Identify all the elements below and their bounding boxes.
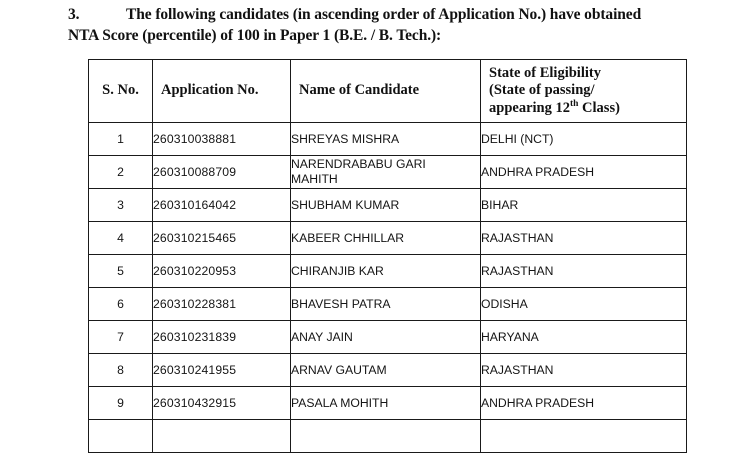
table-body bbox=[89, 123, 687, 453]
table-row bbox=[89, 288, 687, 321]
cell-candidate-name: BHAVESH PATRA bbox=[291, 288, 481, 321]
table-row bbox=[89, 123, 687, 156]
cell-serial-no: 4 bbox=[89, 222, 153, 255]
cell-application-no: 260310231839 bbox=[153, 321, 291, 354]
section-heading bbox=[68, 4, 728, 46]
column-header-name bbox=[291, 60, 481, 123]
candidate-name-line-2: MAHITH bbox=[291, 172, 338, 186]
ordinal-suffix: th bbox=[569, 98, 579, 109]
table-header-row bbox=[89, 60, 687, 123]
cell-application-no: 260310088709 bbox=[153, 156, 291, 189]
table-header bbox=[89, 60, 687, 123]
column-header-state-line-3 bbox=[489, 100, 678, 118]
cell-application-no: 260310164042 bbox=[153, 189, 291, 222]
column-header-name-label: Name of Candidate bbox=[299, 82, 420, 99]
column-header-application-no bbox=[153, 60, 291, 123]
cell-serial-no: 9 bbox=[89, 387, 153, 420]
table-row bbox=[89, 387, 687, 420]
section-number: 3. bbox=[68, 6, 80, 23]
cell-state: ODISHA bbox=[481, 288, 687, 321]
candidate-name-lines bbox=[291, 157, 480, 187]
cell-application-no bbox=[153, 420, 291, 453]
cell-serial-no: 3 bbox=[89, 189, 153, 222]
candidate-name-line-1: NARENDRABABU GARI bbox=[291, 157, 426, 171]
cell-candidate-name: SHUBHAM KUMAR bbox=[291, 189, 481, 222]
candidates-table bbox=[88, 59, 687, 453]
cell-serial-no: 7 bbox=[89, 321, 153, 354]
cell-serial-no: 6 bbox=[89, 288, 153, 321]
column-header-state bbox=[481, 60, 687, 123]
column-header-state-line-3-tail: Class) bbox=[578, 99, 620, 116]
column-header-state-label bbox=[481, 65, 686, 118]
cell-serial-no: 1 bbox=[89, 123, 153, 156]
column-header-application-no-label: Application No. bbox=[161, 82, 259, 99]
cell-application-no: 260310215465 bbox=[153, 222, 291, 255]
cell-candidate-name: CHIRANJIB KAR bbox=[291, 255, 481, 288]
cell-state: HARYANA bbox=[481, 321, 687, 354]
column-header-serial-no-label: S. No. bbox=[102, 82, 139, 99]
table-row bbox=[89, 189, 687, 222]
cell-state: RAJASTHAN bbox=[481, 222, 687, 255]
cell-application-no: 260310038881 bbox=[153, 123, 291, 156]
column-header-state-line-3-text: appearing 12 bbox=[489, 99, 570, 116]
cell-state: ANDHRA PRADESH bbox=[481, 156, 687, 189]
cell-application-no: 260310432915 bbox=[153, 387, 291, 420]
cell-serial-no: 8 bbox=[89, 354, 153, 387]
cell-application-no: 260310220953 bbox=[153, 255, 291, 288]
table-row-partial bbox=[89, 420, 687, 453]
column-header-serial-no bbox=[89, 60, 153, 123]
cell-state: RAJASTHAN bbox=[481, 354, 687, 387]
cell-application-no: 260310228381 bbox=[153, 288, 291, 321]
cell-serial-no: 5 bbox=[89, 255, 153, 288]
cell-candidate-name: SHREYAS MISHRA bbox=[291, 123, 481, 156]
table-row bbox=[89, 255, 687, 288]
table-row bbox=[89, 321, 687, 354]
section-heading-line-2: NTA Score (percentile) of 100 in Paper 1 (B.E. / B. Tech.): bbox=[68, 27, 442, 44]
cell-state bbox=[481, 420, 687, 453]
candidates-table-container bbox=[88, 59, 686, 453]
column-header-state-line-1: State of Eligibility bbox=[489, 64, 601, 81]
cell-candidate-name: ANAY JAIN bbox=[291, 321, 481, 354]
section-heading-line-1: The following candidates (in ascending order of Application No.) have obtained bbox=[126, 6, 642, 23]
table-row bbox=[89, 354, 687, 387]
cell-state: RAJASTHAN bbox=[481, 255, 687, 288]
cell-candidate-name bbox=[291, 420, 481, 453]
cell-application-no: 260310241955 bbox=[153, 354, 291, 387]
column-header-state-line-2: (State of passing/ bbox=[489, 82, 595, 99]
table-row bbox=[89, 222, 687, 255]
cell-state: DELHI (NCT) bbox=[481, 123, 687, 156]
cell-candidate-name: PASALA MOHITH bbox=[291, 387, 481, 420]
cell-state: ANDHRA PRADESH bbox=[481, 387, 687, 420]
cell-candidate-name bbox=[291, 156, 481, 189]
table-row bbox=[89, 156, 687, 189]
cell-candidate-name: KABEER CHHILLAR bbox=[291, 222, 481, 255]
cell-state: BIHAR bbox=[481, 189, 687, 222]
cell-serial-no bbox=[89, 420, 153, 453]
cell-candidate-name: ARNAV GAUTAM bbox=[291, 354, 481, 387]
cell-serial-no: 2 bbox=[89, 156, 153, 189]
